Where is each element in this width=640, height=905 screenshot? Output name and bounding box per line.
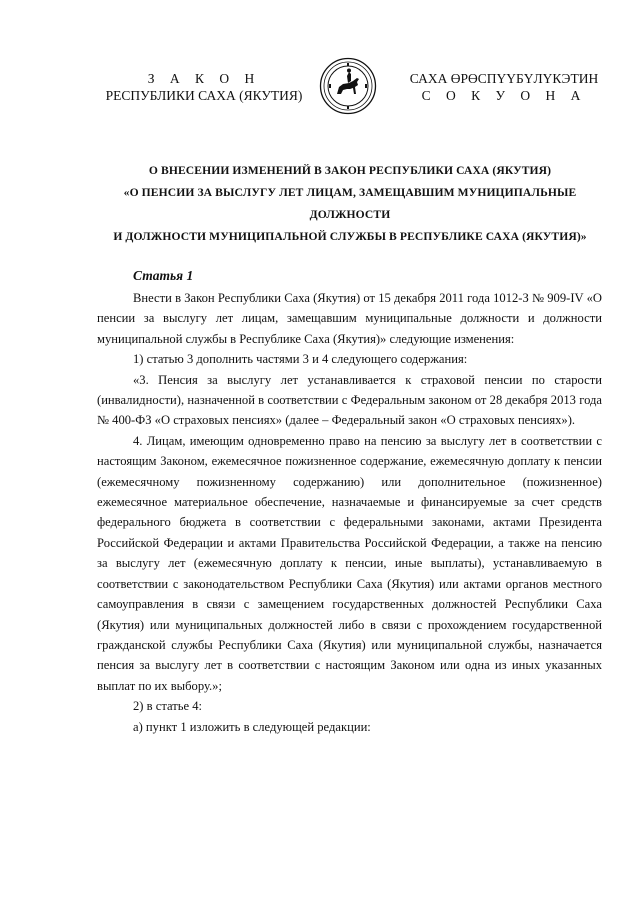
header-republic-name: РЕСПУБЛИКИ САХА (ЯКУТИЯ): [105, 88, 303, 103]
header-law-ru: [92, 70, 316, 104]
title-line: «О ПЕНСИИ ЗА ВЫСЛУГУ ЛЕТ ЛИЦАМ, ЗАМЕЩАВШИМ МУНИЦИПАЛЬНЫЕ ДОЛЖНОСТИ: [123, 186, 577, 221]
article-paragraph: «3. Пенсия за выслугу лет устанавливается к страховой пенсии по старости (инвалидности), назначенной в соответствии с Федеральным законом от 28 декабря 2013 года № 400-ФЗ «О страховых пенсиях» (далее – Федеральный закон «О страховых пенсиях»).: [97, 372, 602, 428]
header-republic-name-sakha: САХА ӨРӨСПҮҮБҮЛҮКЭТИН: [409, 71, 599, 86]
article-paragraph: 4. Лицам, имеющим одновременно право на пенсию за выслугу лет в соответствии с настоящим Законом, ежемесячное пожизненное содержание, ежемесячную доплату к пенсии (ежемесячному пожизненному содержанию) или дополнительное (пожизненное) ежемесячное материальное обеспечение, назначаемые и финансируемые за счет средств федерального бюджета в соответствии с федеральными законами, актами Президента Российской Федерации и актами Правительства Российской Федерации, а также на пенсию за выслугу лет (ежемесячную доплату к пенсии, иные выплаты), устанавливаемую в соответствии с законодательством Республики Саха (Якутия) или актами органов местного самоуправления в связи с замещением государственных должностей Республики Саха (Якутия) или муниципальных должностей либо в связи с прохождением государственной гражданской службы Республики Саха (Якутия) или муниципальной службы, назначается пенсия за выслугу лет в соответствии с настоящим Законом или одна из иных указанных выплат по их выбору.»;: [97, 433, 602, 693]
header-law-sakha: [380, 70, 628, 104]
article-paragraph: 1) статью 3 дополнить частями 3 и 4 следующего содержания:: [133, 352, 468, 367]
article-body: [97, 288, 602, 737]
article-paragraph: а) пункт 1 изложить в следующей редакции:: [133, 719, 371, 734]
document-title: [90, 160, 610, 248]
sakha-republic-emblem-icon: [319, 57, 377, 115]
title-line: О ВНЕСЕНИИ ИЗМЕНЕНИЙ В ЗАКОН РЕСПУБЛИКИ САХА (ЯКУТИЯ): [148, 164, 552, 177]
header-law-word-sakha: С О К У О Н А: [421, 88, 587, 103]
article-paragraph: Внести в Закон Республики Саха (Якутия) от 15 декабря 2011 года 1012-З № 909-IV «О пенсии за выслугу лет лицам, замещавшим муниципальные должности и должности муниципальной службы в Республике Саха (Якутия)» следующие изменения:: [97, 291, 602, 346]
article-heading: Статья 1: [133, 268, 194, 283]
article-paragraph: 2) в статье 4:: [133, 699, 203, 714]
header-law-word: З А К О Н: [147, 71, 261, 86]
title-line: И ДОЛЖНОСТИ МУНИЦИПАЛЬНОЙ СЛУЖБЫ В РЕСПУБЛИКЕ САХА (ЯКУТИЯ)»: [113, 230, 587, 243]
